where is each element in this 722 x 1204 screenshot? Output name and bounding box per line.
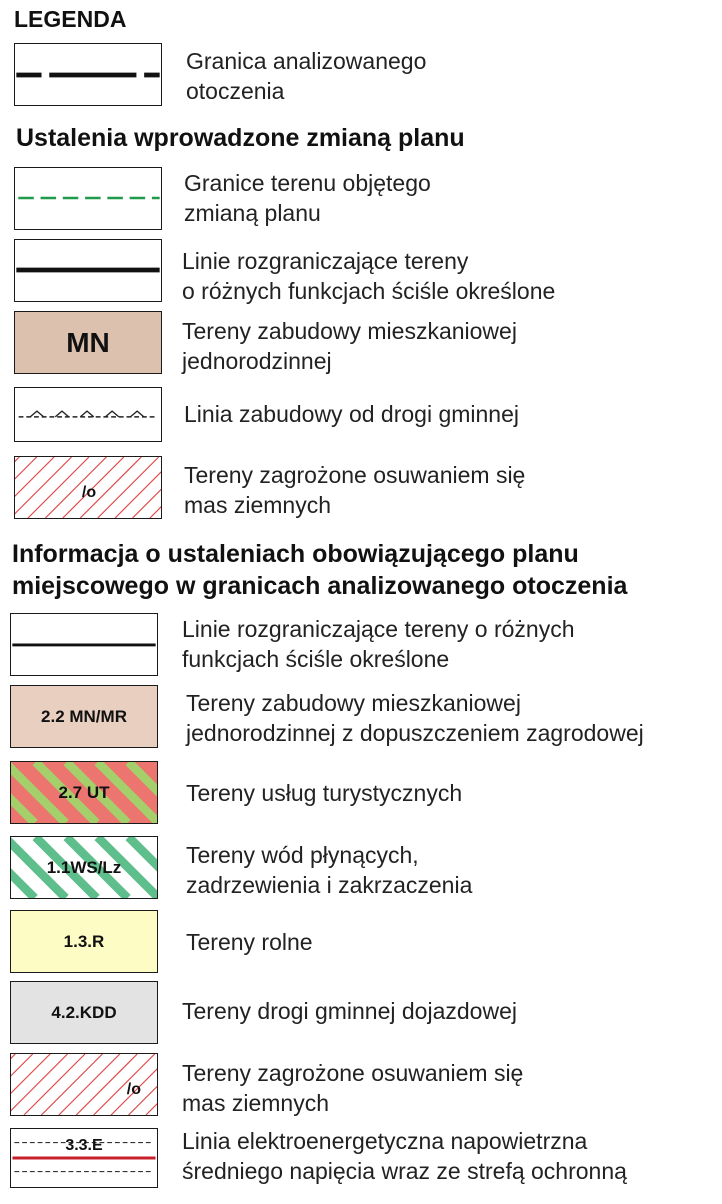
dividing-lines-label: Linie rozgraniczające tereny o różnych funkcjach ściśle określone (182, 248, 556, 304)
r-label: Tereny rolne (186, 929, 313, 955)
landslide-label: Tereny zagrożone osuwaniem się mas ziemnych (184, 462, 526, 518)
symbol-ws-lz (10, 836, 158, 899)
symbol-landslide (14, 456, 162, 519)
symbol-ut (10, 761, 158, 824)
symbol-r (10, 910, 158, 973)
symbol-analysis-boundary (14, 43, 162, 106)
kdd-label: Tereny drogi gminnej dojazdowej (182, 998, 517, 1024)
ut-code: 2.7 UT (58, 782, 110, 802)
building-line-label: Linia zabudowy od drogi gminnej (184, 401, 519, 427)
green-dashed-line-icon (15, 168, 161, 229)
symbol-mn-mr (10, 685, 158, 748)
symbol-landslide-existing (10, 1053, 158, 1116)
dash-dot-line-icon (15, 44, 161, 105)
r-code: 1.3.R (63, 931, 105, 951)
ws-lz-label: Tereny wód płynących, zadrzewienia i zakrzaczenia (186, 842, 473, 898)
legend-title: LEGENDA (14, 6, 127, 32)
section-title-info: Informacja o ustaleniach obowiązującego planu miejscowego w granicach analizowanego otoczenia (12, 540, 628, 600)
change-boundary-label: Granice terenu objętego zmianą planu (184, 170, 431, 226)
symbol-building-line (14, 387, 162, 442)
mn-mr-code: 2.2 MN/MR (41, 706, 127, 726)
ws-lz-code: 1.1WS/Lz (46, 857, 122, 877)
ut-label: Tereny usług turystycznych (186, 780, 463, 806)
existing-lines-label: Linie rozgraniczające tereny o różnych funkcjach ściśle określone (182, 616, 575, 672)
mn-label: Tereny zabudowy mieszkaniowej jednorodzinnej (182, 318, 517, 374)
power-line-code: 3.3.E (65, 1137, 103, 1154)
symbol-kdd (10, 981, 158, 1044)
landslide-existing-code: /o (126, 1080, 141, 1098)
landslide-code: /o (81, 483, 97, 501)
section-title-changes: Ustalenia wprowadzone zmianą planu (16, 124, 465, 152)
symbol-dividing-lines (14, 239, 162, 302)
kdd-code: 4.2.KDD (51, 1002, 117, 1022)
solid-line-icon (11, 614, 157, 675)
symbol-power-line (10, 1128, 158, 1188)
symbol-existing-lines (10, 613, 158, 676)
mn-mr-label: Tereny zabudowy mieszkaniowej jednorodzinnej z dopuszczeniem zagrodowej (186, 690, 644, 746)
analysis-boundary-label: Granica analizowanego otoczenia (186, 48, 427, 104)
solid-line-icon (15, 240, 161, 301)
symbol-mn (14, 311, 162, 374)
power-line-label: Linia elektroenergetyczna napowietrzna średniego napięcia wraz ze strefą ochronną (182, 1128, 627, 1184)
symbol-change-boundary (14, 167, 162, 230)
landslide-existing-label: Tereny zagrożone osuwaniem się mas ziemnych (182, 1060, 524, 1116)
building-line-icon (15, 388, 161, 441)
mn-code: MN (66, 326, 110, 358)
